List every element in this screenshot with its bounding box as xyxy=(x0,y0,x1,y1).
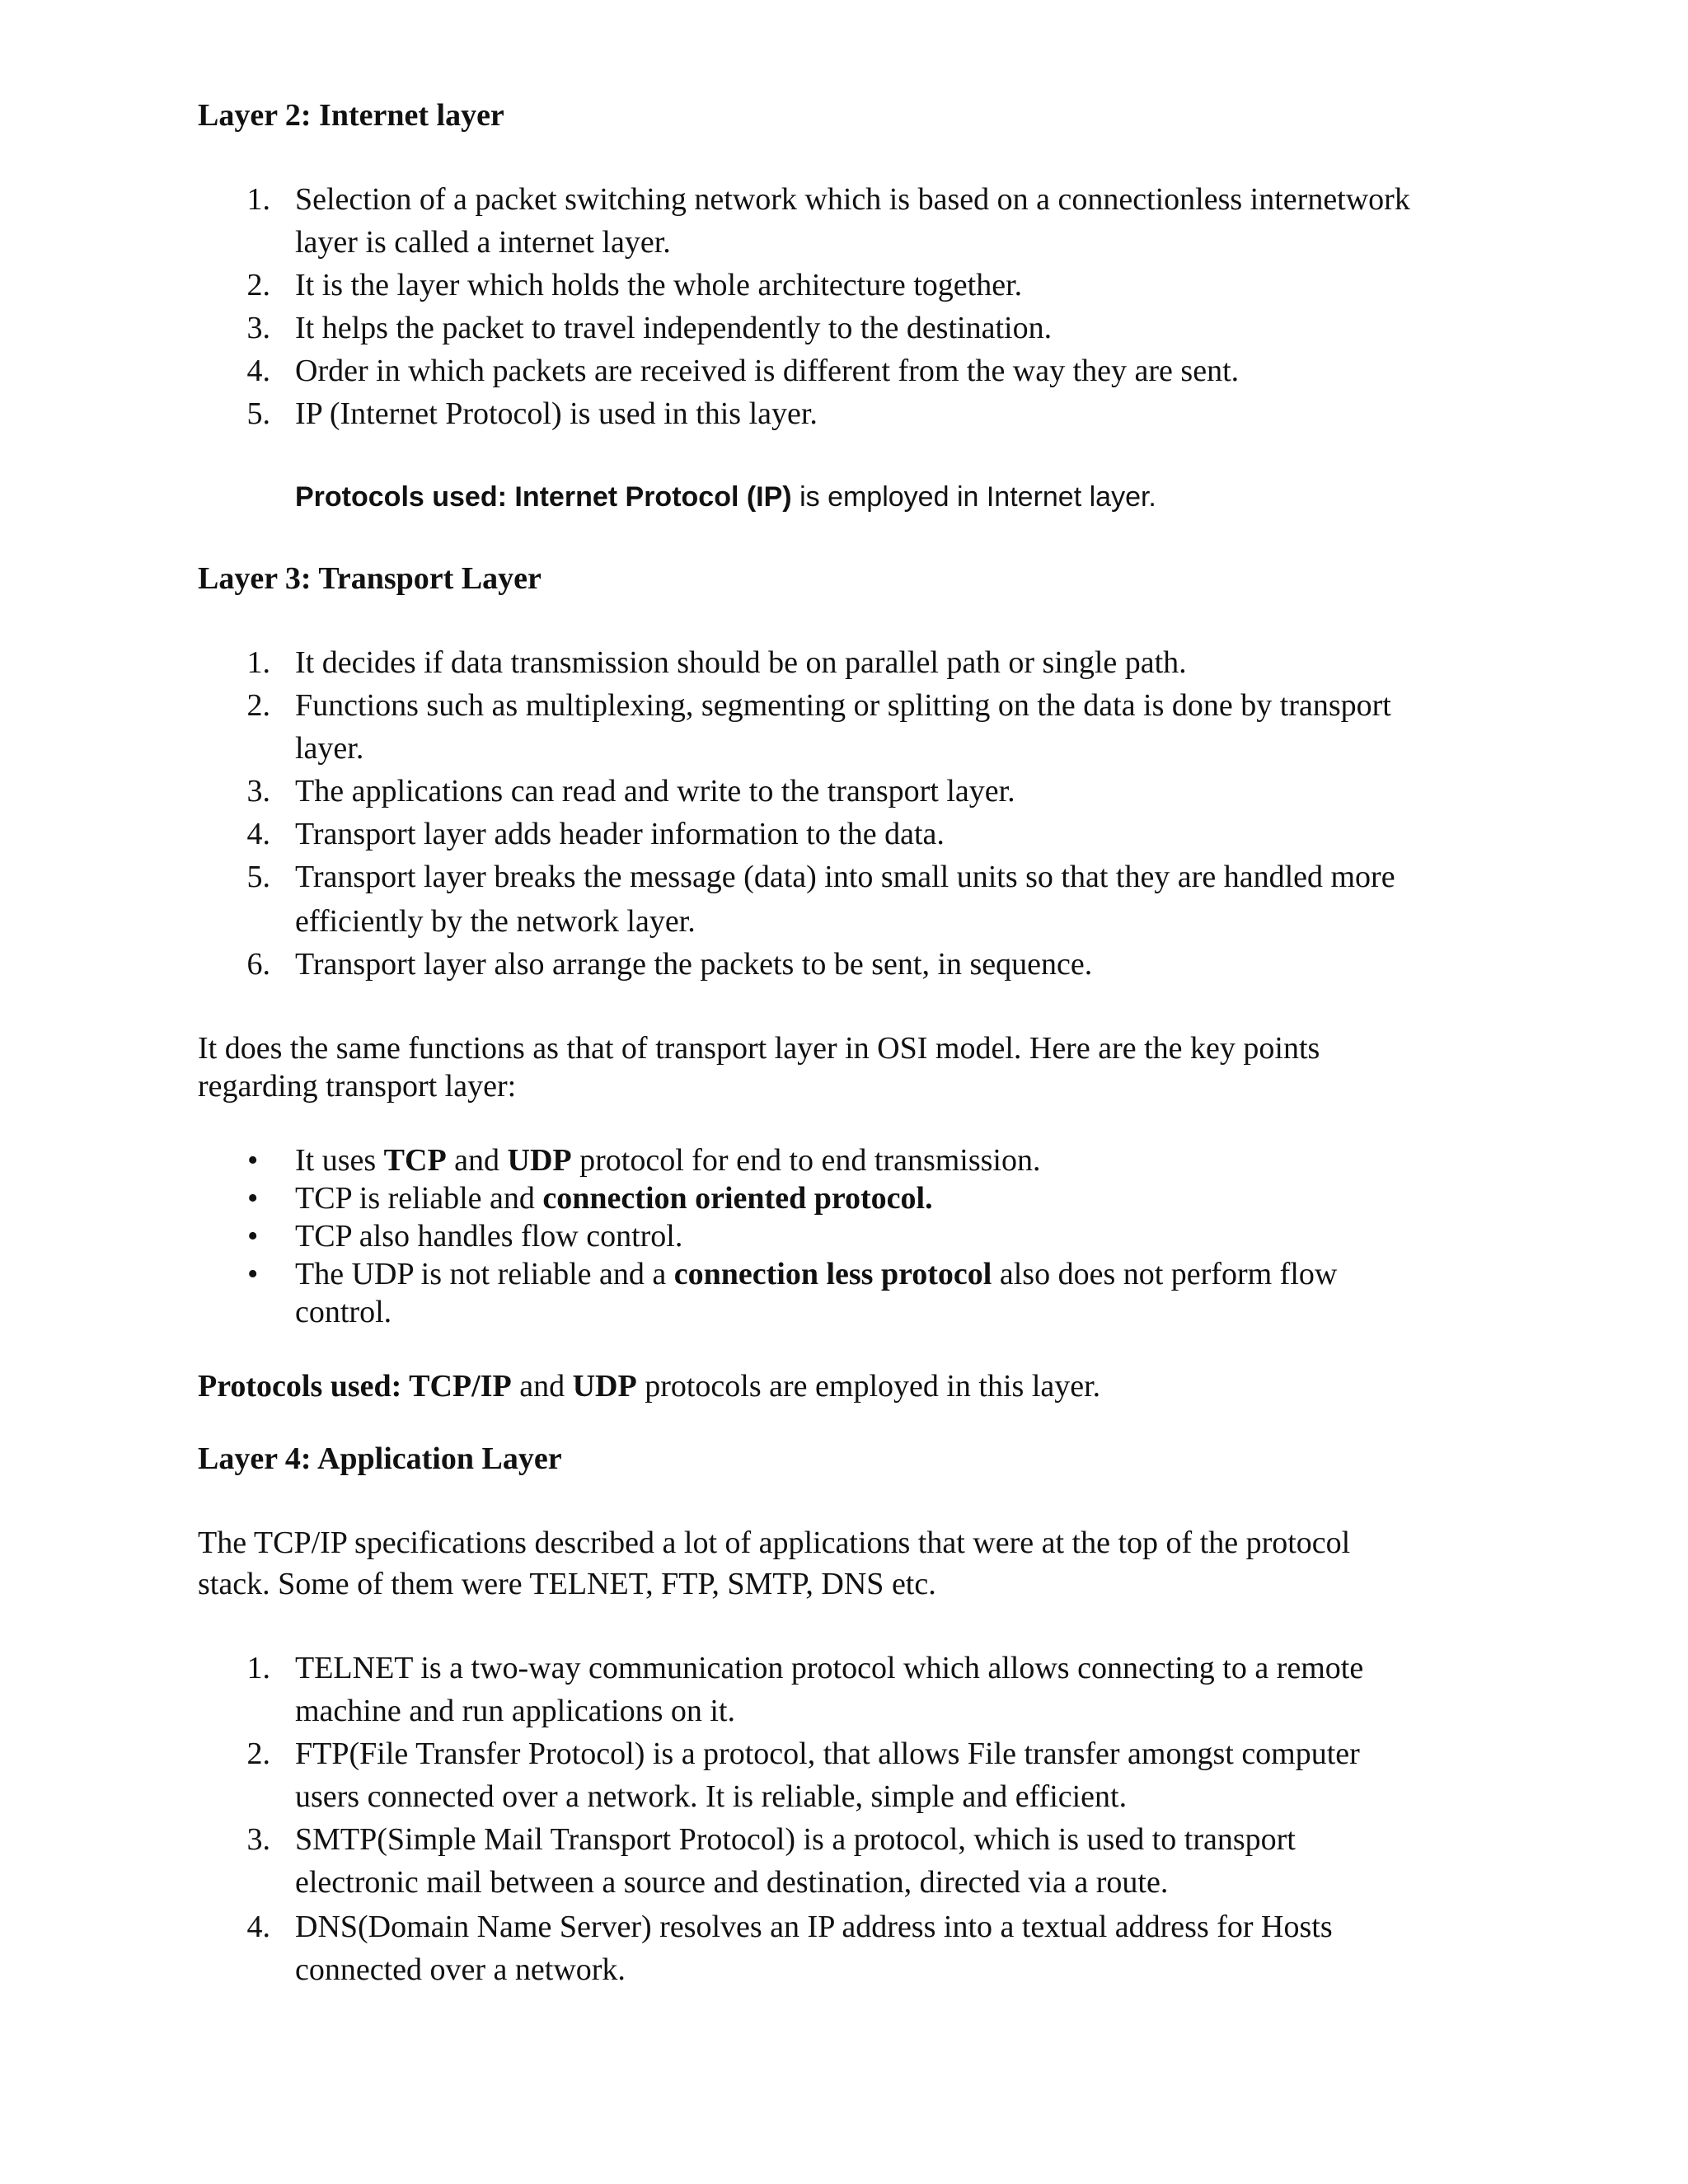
layer4-item4-number: 4. xyxy=(246,1910,270,1944)
bullet1-udp: UDP xyxy=(507,1143,572,1178)
layer2-item5-number: 5. xyxy=(246,396,270,431)
layer4-heading: Layer 4: Application Layer xyxy=(198,1441,562,1476)
layer3-item2-line2: layer. xyxy=(295,731,364,766)
layer3-item4-line1: Transport layer adds header information to the data. xyxy=(295,817,945,851)
layer3-item3-line1: The applications can read and write to the transport layer. xyxy=(295,774,1015,808)
layer3-protocols-line xyxy=(198,1368,1100,1404)
layer3-item6-number: 6. xyxy=(246,947,270,982)
bullet1-pre: It uses xyxy=(295,1143,384,1178)
bullet4-bold: connection less protocol xyxy=(673,1257,992,1291)
layer2-item4-line1: Order in which packets are received is different from the way they are sent. xyxy=(295,354,1240,388)
bullet4-pre: The UDP is not reliable and a xyxy=(295,1257,674,1291)
bullet-dot: • xyxy=(247,1181,259,1216)
layer4-item1-line1: TELNET is a two-way communication protocol which allows connecting to a remote xyxy=(295,1651,1364,1685)
layer3-item6-line1: Transport layer also arrange the packets to be sent, in sequence. xyxy=(295,947,1093,982)
layer3-protocols-rest: protocols are employed in this layer. xyxy=(636,1369,1101,1404)
bullet2-pre: TCP is reliable and xyxy=(295,1181,543,1216)
layer4-item2-line2: users connected over a network. It is reliable, simple and efficient. xyxy=(295,1779,1128,1814)
layer2-item3-number: 3. xyxy=(246,311,270,345)
layer4-item2-number: 2. xyxy=(246,1736,270,1771)
layer3-protocols-udp: UDP xyxy=(572,1369,637,1404)
layer4-item4-line1: DNS(Domain Name Server) resolves an IP address into a textual address for Hosts xyxy=(295,1910,1333,1944)
layer3-paragraph-line1: It does the same functions as that of transport layer in OSI model. Here are the key points xyxy=(198,1031,1320,1066)
layer3-bullet4-line2: control. xyxy=(295,1295,392,1329)
layer2-item4-number: 4. xyxy=(246,354,270,388)
layer4-item1-line2: machine and run applications on it. xyxy=(295,1694,735,1728)
bullet4-post: also does not perform flow xyxy=(992,1257,1338,1291)
layer4-item3-line1: SMTP(Simple Mail Transport Protocol) is a protocol, which is used to transport xyxy=(295,1822,1296,1857)
layer3-item2-number: 2. xyxy=(246,688,270,723)
layer2-item5-line1: IP (Internet Protocol) is used in this layer. xyxy=(295,396,818,431)
layer2-item3-line1: It helps the packet to travel independently to the destination. xyxy=(295,311,1053,345)
layer3-item1-line1: It decides if data transmission should be on parallel path or single path. xyxy=(295,645,1187,680)
layer2-item1-number: 1. xyxy=(246,182,270,217)
layer3-item5-number: 5. xyxy=(246,860,270,894)
layer3-bullet1 xyxy=(295,1142,1041,1179)
layer2-protocols-label: Protocols used: xyxy=(295,481,507,513)
layer3-heading: Layer 3: Transport Layer xyxy=(198,561,542,596)
bullet-dot: • xyxy=(247,1143,259,1178)
layer4-item3-number: 3. xyxy=(246,1822,270,1857)
layer3-bullet2 xyxy=(295,1180,933,1216)
layer4-paragraph-line1: The TCP/IP specifications described a lot of applications that were at the top of the protocol xyxy=(198,1526,1351,1560)
layer2-protocols-name: Internet Protocol (IP) xyxy=(514,481,792,513)
layer2-item1-line2: layer is called a internet layer. xyxy=(295,225,671,260)
bullet1-tcp: TCP xyxy=(383,1143,447,1178)
layer3-bullet3: TCP also handles flow control. xyxy=(295,1219,683,1254)
layer3-protocols-label: Protocols used: TCP/IP xyxy=(198,1369,512,1404)
layer2-item1-line1: Selection of a packet switching network which is based on a connectionless internetwork xyxy=(295,182,1410,217)
layer4-item4-line2: connected over a network. xyxy=(295,1952,626,1987)
bullet-dot: • xyxy=(247,1219,259,1254)
layer3-bullet4 xyxy=(295,1256,1337,1292)
bullet-dot: • xyxy=(247,1257,259,1291)
layer2-protocols-line xyxy=(295,481,1156,513)
layer3-item5-line2: efficiently by the network layer. xyxy=(295,904,696,939)
layer4-item2-line1: FTP(File Transfer Protocol) is a protocol, that allows File transfer amongst computer xyxy=(295,1736,1360,1771)
layer4-paragraph-line2: stack. Some of them were TELNET, FTP, SMTP, DNS etc. xyxy=(198,1567,936,1601)
layer3-item1-number: 1. xyxy=(246,645,270,680)
layer2-item2-line1: It is the layer which holds the whole architecture together. xyxy=(295,268,1023,302)
layer4-item3-line2: electronic mail between a source and destination, directed via a route. xyxy=(295,1865,1169,1900)
bullet2-bold: connection oriented protocol. xyxy=(542,1181,933,1216)
layer3-item2-line1: Functions such as multiplexing, segmenting or splitting on the data is done by transport xyxy=(295,688,1391,723)
layer2-heading: Layer 2: Internet layer xyxy=(198,98,504,133)
bullet1-and: and xyxy=(446,1143,508,1178)
layer2-item2-number: 2. xyxy=(246,268,270,302)
layer3-item4-number: 4. xyxy=(246,817,270,851)
layer3-paragraph-line2: regarding transport layer: xyxy=(198,1069,517,1104)
bullet1-post: protocol for end to end transmission. xyxy=(571,1143,1041,1178)
layer3-item3-number: 3. xyxy=(246,774,270,808)
layer3-protocols-mid: and xyxy=(511,1369,573,1404)
layer2-protocols-rest: is employed in Internet layer. xyxy=(799,481,1156,513)
layer3-item5-line1: Transport layer breaks the message (data) into small units so that they are handled more xyxy=(295,860,1395,894)
layer4-item1-number: 1. xyxy=(246,1651,270,1685)
